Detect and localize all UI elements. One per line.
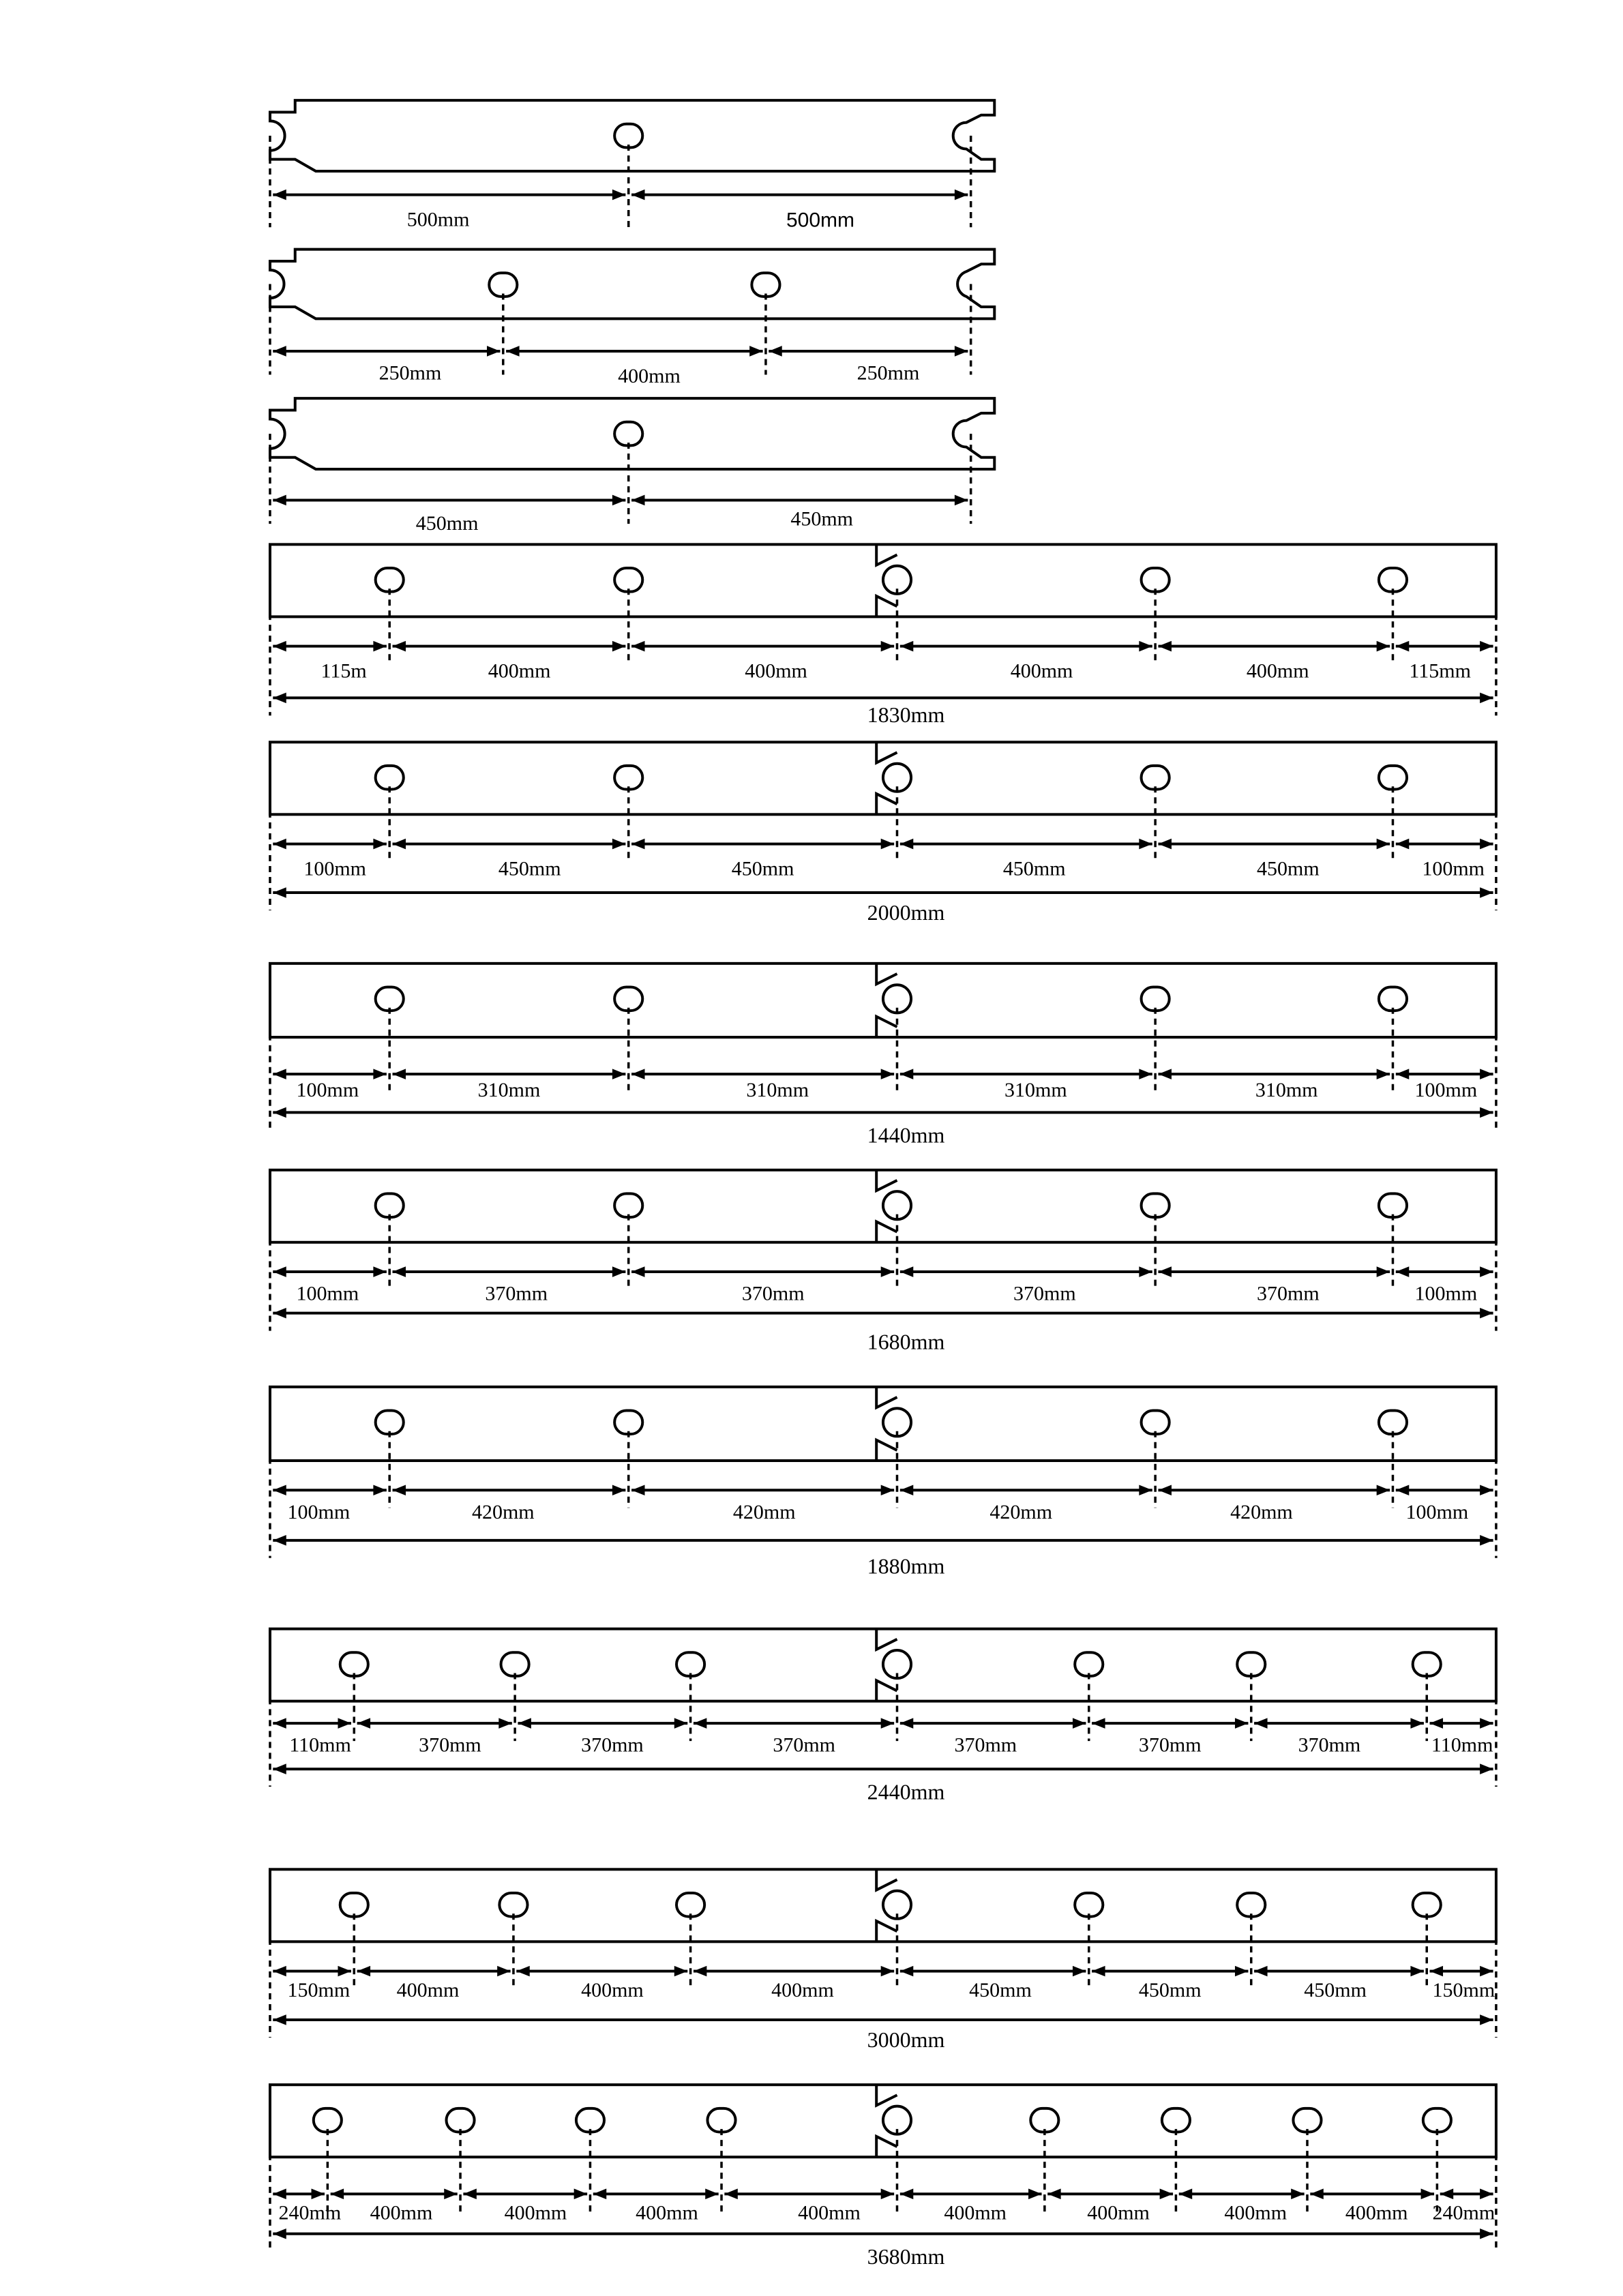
panel-5-dim-6-arrow-right <box>1480 839 1493 850</box>
panel-9-dim-4-arrow-right <box>881 1718 894 1729</box>
panel-11-dim-8-arrow-right <box>1291 2189 1304 2200</box>
panel-8-dim-label-6: 100mm <box>1405 1500 1469 1523</box>
panel-9-dim-label-4: 370mm <box>773 1733 836 1757</box>
panel-10-dim-label-8: 150mm <box>1432 1978 1495 2001</box>
panel-4-dim-5-arrow-right <box>1377 641 1390 652</box>
panel-4-dim-label-4: 400mm <box>1010 659 1073 683</box>
panel-4-dim-2-arrow-right <box>612 641 625 652</box>
panel-3-slot-1 <box>614 422 642 446</box>
panel-6-slot-3 <box>1142 987 1170 1011</box>
panel-2-dim-label-2: 400mm <box>618 364 681 387</box>
panel-11-dim-label-10: 240mm <box>1432 2201 1495 2224</box>
panel-2-outline <box>270 250 994 319</box>
panel-6-dim-4-arrow-right <box>1139 1069 1152 1079</box>
panel-5-dim-3-arrow-right <box>881 839 894 850</box>
panel-5-dim-label-2: 450mm <box>498 857 561 880</box>
panel-7-dim-1-arrow-left <box>273 1266 286 1277</box>
panel-7-slot-3 <box>1142 1193 1170 1217</box>
panel-9-total-label: 2440mm <box>867 1779 945 1804</box>
panel-9-dim-3-arrow-left <box>518 1718 531 1729</box>
panel-7-dim-label-5: 370mm <box>1257 1282 1320 1305</box>
panel-8-total-dim-arrow-right <box>1480 1535 1493 1546</box>
panel-11-dim-3-arrow-right <box>574 2189 587 2200</box>
panel-6-slot-4 <box>1379 987 1407 1011</box>
panel-10-dim-2-arrow-right <box>497 1966 510 1977</box>
panel-11-dim-label-6: 400mm <box>944 2201 1007 2224</box>
panel-3-dim-label-2: 450mm <box>790 507 853 531</box>
panel-8-total-dim-arrow-left <box>273 1535 286 1546</box>
panel-7-dim-5-arrow-right <box>1377 1266 1390 1277</box>
panel-9-dim-label-3: 370mm <box>581 1733 644 1757</box>
panel-4-dim-label-5: 400mm <box>1246 659 1309 683</box>
panel-9-slot-1 <box>340 1652 368 1676</box>
panel-8-dim-6-arrow-right <box>1480 1485 1493 1495</box>
panel-1-dim-label-2: 500mm <box>786 209 855 232</box>
panel-5-dim-1-arrow-right <box>373 839 386 850</box>
panel-8-slot-2 <box>614 1410 642 1434</box>
panel-6-total-dim-arrow-left <box>273 1107 286 1118</box>
panel-8-dim-label-1: 100mm <box>287 1500 351 1523</box>
panel-10-dim-6-arrow-right <box>1235 1966 1248 1977</box>
panel-11-dim-10-arrow-right <box>1480 2189 1493 2200</box>
panel-11-dim-10-arrow-left <box>1440 2189 1453 2200</box>
panel-9-dim-2-arrow-right <box>498 1718 511 1729</box>
panel-5-dim-3-arrow-left <box>631 839 644 850</box>
panel-9-slot-2 <box>501 1652 529 1676</box>
panel-10-slot-2 <box>499 1893 527 1917</box>
panel-9-dim-label-8: 110mm <box>1431 1733 1493 1757</box>
panel-10-dim-7-arrow-right <box>1410 1966 1423 1977</box>
panel-11-dim-1-arrow-left <box>273 2189 286 2200</box>
panel-9-dim-2-arrow-left <box>357 1718 370 1729</box>
panel-4-dim-1-arrow-right <box>373 641 386 652</box>
panel-9-dim-label-1: 110mm <box>289 1733 351 1757</box>
panel-10-dim-7-arrow-left <box>1254 1966 1267 1977</box>
panel-6-dim-6-arrow-right <box>1480 1069 1493 1079</box>
panel-5-dim-label-5: 450mm <box>1257 857 1320 880</box>
panel-5-dim-5-arrow-left <box>1158 839 1171 850</box>
panel-3-dim-1-arrow-right <box>612 495 625 506</box>
panel-11-dim-8-arrow-left <box>1179 2189 1192 2200</box>
panel-7-dim-3-arrow-right <box>881 1266 894 1277</box>
panel-8-slot-1 <box>376 1410 404 1434</box>
panel-11-dim-5-arrow-left <box>724 2189 737 2200</box>
panel-7-dim-6-arrow-left <box>1396 1266 1409 1277</box>
panel-6-dim-1-arrow-right <box>373 1069 386 1079</box>
panel-6-dim-5-arrow-left <box>1158 1069 1171 1079</box>
panel-9-dim-6-arrow-left <box>1092 1718 1105 1729</box>
panel-4-dim-1-arrow-left <box>273 641 286 652</box>
panel-10-slot-4 <box>1075 1893 1103 1917</box>
panel-10-dim-label-2: 400mm <box>396 1978 460 2001</box>
panel-9-dim-5-arrow-right <box>1073 1718 1086 1729</box>
panel-2-dim-3-arrow-left <box>769 346 781 357</box>
panel-9-dim-label-2: 370mm <box>419 1733 481 1757</box>
panel-5-dim-2-arrow-left <box>393 839 406 850</box>
panel-8-dim-6-arrow-left <box>1396 1485 1409 1495</box>
panel-11-dim-6-arrow-right <box>1028 2189 1041 2200</box>
panel-7-total-label: 1680mm <box>867 1329 945 1354</box>
panel-7-dim-label-4: 370mm <box>1013 1282 1076 1305</box>
panel-1-slot-1 <box>614 124 642 148</box>
panel-6-dim-label-6: 100mm <box>1414 1078 1478 1101</box>
panel-6-total-dim-arrow-right <box>1480 1107 1493 1118</box>
panel-11-total-label: 3680mm <box>867 2243 945 2269</box>
panel-6-dim-5-arrow-right <box>1377 1069 1390 1079</box>
panel-10-total-dim-arrow-left <box>273 2014 286 2025</box>
panel-7-slot-2 <box>614 1193 642 1217</box>
panel-5-dim-1-arrow-left <box>273 839 286 850</box>
panel-2-dim-1-arrow-left <box>273 346 286 357</box>
panel-5-dim-label-6: 100mm <box>1422 857 1485 880</box>
panel-1-dim-1-arrow-right <box>612 190 625 200</box>
panel-11-dim-5-arrow-right <box>881 2189 894 2200</box>
panel-8-dim-label-5: 420mm <box>1230 1500 1293 1523</box>
panel-2-dim-label-1: 250mm <box>378 361 442 385</box>
panel-11-dim-label-9: 400mm <box>1345 2201 1408 2224</box>
panel-2-dim-2-arrow-right <box>749 346 762 357</box>
panel-6-dim-2-arrow-left <box>393 1069 406 1079</box>
panel-11-dim-7-arrow-right <box>1160 2189 1173 2200</box>
panel-7-dim-label-1: 100mm <box>296 1282 359 1305</box>
panel-11-dim-3-arrow-left <box>463 2189 476 2200</box>
panel-6-dim-3-arrow-left <box>631 1069 644 1079</box>
panel-3-dim-2-arrow-left <box>631 495 644 506</box>
panel-5-total-dim-arrow-right <box>1480 887 1493 898</box>
panel-11-dim-2-arrow-left <box>331 2189 344 2200</box>
panel-3-dim-2-arrow-right <box>955 495 968 506</box>
panel-2-dim-2-arrow-left <box>506 346 519 357</box>
panel-6-dim-1-arrow-left <box>273 1069 286 1079</box>
panel-7-dim-2-arrow-right <box>612 1266 625 1277</box>
panel-4-slot-1 <box>376 568 404 592</box>
panel-11-slot-8 <box>1423 2108 1451 2132</box>
panel-8-dim-2-arrow-left <box>393 1485 406 1495</box>
panel-9-dim-7-arrow-right <box>1410 1718 1423 1729</box>
panel-8-dim-label-2: 420mm <box>471 1500 535 1523</box>
panel-7-dim-label-6: 100mm <box>1414 1282 1478 1305</box>
panel-10-slot-1 <box>340 1893 368 1917</box>
panel-7-dim-label-3: 370mm <box>741 1282 805 1305</box>
panel-10-dim-label-4: 400mm <box>771 1978 834 2001</box>
panel-11-dim-label-4: 400mm <box>636 2201 698 2224</box>
panel-5-dim-2-arrow-right <box>612 839 625 850</box>
panel-10-dim-3-arrow-right <box>674 1966 687 1977</box>
panel-9-total-dim-arrow-left <box>273 1763 286 1774</box>
panel-10-dim-5-arrow-left <box>900 1966 913 1977</box>
panel-4-dim-label-2: 400mm <box>488 659 551 683</box>
panel-4-dim-6-arrow-left <box>1396 641 1409 652</box>
panel-8-dim-4-arrow-right <box>1139 1485 1152 1495</box>
panel-5-dim-4-arrow-right <box>1139 839 1152 850</box>
panel-5-slot-4 <box>1379 766 1407 790</box>
panel-8-dim-2-arrow-right <box>612 1485 625 1495</box>
panel-11-slot-1 <box>314 2108 342 2132</box>
panel-1-dim-2-arrow-right <box>955 190 968 200</box>
panel-10-dim-5-arrow-right <box>1073 1966 1086 1977</box>
panel-6-dim-label-3: 310mm <box>746 1078 809 1101</box>
panel-7-dim-3-arrow-left <box>631 1266 644 1277</box>
panel-8-slot-3 <box>1142 1410 1170 1434</box>
panel-2-dim-label-3: 250mm <box>857 361 920 385</box>
panel-9-slot-6 <box>1413 1652 1441 1676</box>
panel-10-dim-3-arrow-left <box>516 1966 529 1977</box>
panel-2-slot-1 <box>489 273 517 297</box>
panel-6-total-label: 1440mm <box>867 1122 945 1148</box>
panel-10-dim-8-arrow-left <box>1430 1966 1443 1977</box>
panel-2-slot-2 <box>751 273 779 297</box>
panel-7-dim-1-arrow-right <box>373 1266 386 1277</box>
panel-8-dim-label-4: 420mm <box>989 1500 1053 1523</box>
panel-7-total-dim-arrow-left <box>273 1308 286 1319</box>
panel-6-dim-4-arrow-left <box>900 1069 913 1079</box>
panel-7-slot-1 <box>376 1193 404 1217</box>
panel-8-dim-3-arrow-right <box>881 1485 894 1495</box>
panel-8-slot-4 <box>1379 1410 1407 1434</box>
panel-9-dim-3-arrow-right <box>674 1718 687 1729</box>
panel-6-dim-6-arrow-left <box>1396 1069 1409 1079</box>
panel-4-total-dim-arrow-left <box>273 693 286 704</box>
panel-5-dim-label-1: 100mm <box>303 857 366 880</box>
panel-6-dim-label-4: 310mm <box>1004 1078 1067 1101</box>
panel-9-slot-4 <box>1075 1652 1103 1676</box>
panel-6-slot-1 <box>376 987 404 1011</box>
panel-8-dim-label-3: 420mm <box>732 1500 796 1523</box>
panel-11-dim-9-arrow-left <box>1310 2189 1323 2200</box>
panel-4-total-dim-arrow-right <box>1480 693 1493 704</box>
panel-5-total-dim-arrow-left <box>273 887 286 898</box>
panel-10-dim-1-arrow-right <box>338 1966 351 1977</box>
panel-9-slot-5 <box>1237 1652 1265 1676</box>
panel-6-dim-label-1: 100mm <box>296 1078 359 1101</box>
panel-7-dim-4-arrow-right <box>1139 1266 1152 1277</box>
panel-8-dim-1-arrow-left <box>273 1485 286 1495</box>
panel-1-dim-label-1: 500mm <box>406 208 470 231</box>
panel-11-total-dim-arrow-right <box>1480 2228 1493 2239</box>
panel-9-dim-label-7: 370mm <box>1298 1733 1361 1757</box>
panel-10-dim-6-arrow-left <box>1092 1966 1105 1977</box>
panel-5-slot-1 <box>376 766 404 790</box>
panel-7-slot-4 <box>1379 1193 1407 1217</box>
panel-10-slot-5 <box>1237 1893 1265 1917</box>
panel-11-total-dim-arrow-left <box>273 2228 286 2239</box>
panel-10-slot-3 <box>676 1893 704 1917</box>
panel-9-dim-5-arrow-left <box>900 1718 913 1729</box>
panel-10-dim-label-5: 450mm <box>969 1978 1032 2001</box>
panel-4-slot-4 <box>1379 568 1407 592</box>
panel-8-dim-5-arrow-right <box>1377 1485 1390 1495</box>
panel-9-dim-1-arrow-left <box>273 1718 286 1729</box>
panel-11-dim-2-arrow-right <box>444 2189 457 2200</box>
panel-7-dim-2-arrow-left <box>393 1266 406 1277</box>
panel-4-dim-2-arrow-left <box>393 641 406 652</box>
panel-5-dim-5-arrow-right <box>1377 839 1390 850</box>
panel-4-dim-label-6: 115mm <box>1409 659 1471 683</box>
panel-10-dim-2-arrow-left <box>357 1966 370 1977</box>
panel-4-dim-3-arrow-left <box>631 641 644 652</box>
panel-11-slot-2 <box>447 2108 475 2132</box>
panel-10-dim-1-arrow-left <box>273 1966 286 1977</box>
panel-10-total-dim-arrow-right <box>1480 2014 1493 2025</box>
panel-9-dim-8-arrow-right <box>1480 1718 1493 1729</box>
panel-7-total-dim-arrow-right <box>1480 1308 1493 1319</box>
panel-5-dim-6-arrow-left <box>1396 839 1409 850</box>
panel-9-dim-label-5: 370mm <box>954 1733 1017 1757</box>
panel-4-dim-4-arrow-left <box>900 641 913 652</box>
panel-10-total-label: 3000mm <box>867 2027 945 2052</box>
panel-9-dim-7-arrow-left <box>1254 1718 1267 1729</box>
panel-11-dim-7-arrow-left <box>1047 2189 1060 2200</box>
panel-4-slot-2 <box>614 568 642 592</box>
panel-6-dim-label-2: 310mm <box>477 1078 541 1101</box>
panel-7-dim-4-arrow-left <box>900 1266 913 1277</box>
panel-9-dim-4-arrow-left <box>694 1718 706 1729</box>
panel-9-dim-8-arrow-left <box>1430 1718 1443 1729</box>
panel-10-dim-label-6: 450mm <box>1138 1978 1202 2001</box>
panel-10-dim-label-7: 450mm <box>1304 1978 1367 2001</box>
panel-6-dim-3-arrow-right <box>881 1069 894 1079</box>
panel-9-slot-3 <box>676 1652 704 1676</box>
panel-10-dim-8-arrow-right <box>1480 1966 1493 1977</box>
panel-1-dim-2-arrow-left <box>631 190 644 200</box>
panel-4-dim-5-arrow-left <box>1158 641 1171 652</box>
panel-4-dim-3-arrow-right <box>881 641 894 652</box>
panel-10-dim-label-3: 400mm <box>581 1978 644 2001</box>
panel-7-dim-label-2: 370mm <box>485 1282 548 1305</box>
panel-9-dim-label-6: 370mm <box>1138 1733 1202 1757</box>
panel-8-dim-1-arrow-right <box>373 1485 386 1495</box>
panel-2-dim-1-arrow-right <box>487 346 500 357</box>
panel-7-dim-5-arrow-left <box>1158 1266 1171 1277</box>
panel-10-slot-6 <box>1413 1893 1441 1917</box>
panel-11-dim-4-arrow-left <box>593 2189 606 2200</box>
panel-11-dim-1-arrow-right <box>312 2189 325 2200</box>
panel-5-dim-4-arrow-left <box>900 839 913 850</box>
panel-3-dim-label-1: 450mm <box>415 512 479 535</box>
panel-8-total-label: 1880mm <box>867 1553 945 1579</box>
panel-4-slot-3 <box>1142 568 1170 592</box>
panel-5-total-label: 2000mm <box>867 899 945 925</box>
panel-10-dim-label-1: 150mm <box>287 1978 351 2001</box>
panel-8-dim-4-arrow-left <box>900 1485 913 1495</box>
panel-7-dim-6-arrow-right <box>1480 1266 1493 1277</box>
panel-9-dim-6-arrow-right <box>1235 1718 1248 1729</box>
panel-9-total-dim-arrow-right <box>1480 1763 1493 1774</box>
panel-4-dim-6-arrow-right <box>1480 641 1493 652</box>
panel-6-dim-2-arrow-right <box>612 1069 625 1079</box>
panel-4-dim-label-1: 115m <box>321 659 367 683</box>
panel-4-total-label: 1830mm <box>867 702 945 727</box>
panel-11-slot-4 <box>707 2108 735 2132</box>
panel-8-dim-3-arrow-left <box>631 1485 644 1495</box>
panel-6-dim-label-5: 310mm <box>1255 1078 1318 1101</box>
panel-10-dim-4-arrow-left <box>694 1966 706 1977</box>
panel-11-dim-4-arrow-right <box>705 2189 718 2200</box>
panel-11-slot-3 <box>576 2108 604 2132</box>
panel-2-dim-3-arrow-right <box>955 346 968 357</box>
panel-11-dim-label-3: 400mm <box>504 2201 567 2224</box>
panel-8-dim-5-arrow-left <box>1158 1485 1171 1495</box>
panel-10-dim-4-arrow-right <box>881 1966 894 1977</box>
panel-4-dim-4-arrow-right <box>1139 641 1152 652</box>
panel-6-slot-2 <box>614 987 642 1011</box>
panel-11-dim-label-1: 240mm <box>278 2201 342 2224</box>
panel-11-dim-9-arrow-right <box>1421 2189 1434 2200</box>
panel-9-dim-1-arrow-right <box>338 1718 351 1729</box>
panel-11-slot-7 <box>1293 2108 1321 2132</box>
panel-11-dim-label-2: 400mm <box>370 2201 433 2224</box>
panel-1-dim-1-arrow-left <box>273 190 286 200</box>
panel-3-dim-1-arrow-left <box>273 495 286 506</box>
panel-11-dim-label-5: 400mm <box>798 2201 861 2224</box>
panel-4-dim-label-3: 400mm <box>745 659 807 683</box>
panel-11-slot-5 <box>1030 2108 1058 2132</box>
panel-5-slot-2 <box>614 766 642 790</box>
panel-5-dim-label-4: 450mm <box>1002 857 1066 880</box>
panel-5-dim-label-3: 450mm <box>731 857 794 880</box>
panel-11-slot-6 <box>1162 2108 1190 2132</box>
panel-5-slot-3 <box>1142 766 1170 790</box>
panel-11-dim-6-arrow-left <box>900 2189 913 2200</box>
panel-11-dim-label-8: 400mm <box>1224 2201 1287 2224</box>
panel-11-dim-label-7: 400mm <box>1087 2201 1150 2224</box>
